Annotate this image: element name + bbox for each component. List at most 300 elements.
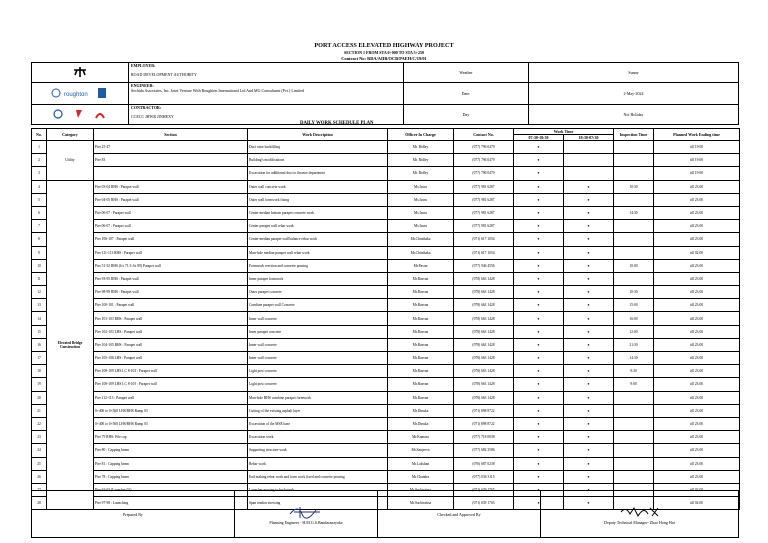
row-contact: (071) 639 1765 <box>454 497 514 510</box>
row-section: Pier 04-05 RHS : Parapet wall <box>94 193 248 206</box>
table-row <box>32 325 740 338</box>
row-section: Pier 112-113 : Parapet wall <box>94 391 248 404</box>
row-section: Pier 93-95 RHS : Parapet wall <box>94 272 248 285</box>
row-night-shift: ● <box>564 457 614 470</box>
svg-text:roughton: roughton <box>64 92 88 98</box>
row-description: Center median parapet wall balance rebar work <box>248 233 388 246</box>
row-officer: Mr.Rasvan <box>388 312 454 325</box>
row-night-shift: ● <box>564 444 614 457</box>
row-contact: (078) 663 1428 <box>454 365 514 378</box>
row-description: Center median bottom parapet concrete work <box>248 206 388 219</box>
row-officer: Mr.Dinuka <box>388 417 454 430</box>
row-contact: (078) 663 1428 <box>454 325 514 338</box>
row-officer: Mr.Rasvan <box>388 286 454 299</box>
row-officer: Mr.Dinuka <box>388 404 454 417</box>
row-section <box>94 167 248 180</box>
table-row <box>32 404 740 417</box>
row-night-shift: ● <box>564 417 614 430</box>
row-officer: Mr. Ridley <box>388 141 454 154</box>
row-description: Inner wall concrete <box>248 312 388 325</box>
row-description: Formwork erection and concrete pouring <box>248 259 388 272</box>
row-day-shift: ● <box>514 497 564 510</box>
row-section: Pier 100-101 : Parapet wall <box>94 299 248 312</box>
table-row <box>32 141 740 154</box>
row-night-shift: ● <box>564 483 614 496</box>
row-planned-end: till 19:00 <box>654 141 740 154</box>
row-planned-end: till 23:00 <box>654 206 740 219</box>
row-night-shift: ● <box>564 246 614 259</box>
row-day-shift: ● <box>514 180 564 193</box>
row-contact: (077) 682 3586 <box>454 444 514 457</box>
engineer-label: ENGINEER: <box>131 83 154 88</box>
table-row <box>32 457 740 470</box>
row-inspection <box>614 470 654 483</box>
row-description: Outer wall formwork fixing <box>248 193 388 206</box>
row-planned-end: till 23:00 <box>654 220 740 233</box>
row-night-shift: ● <box>564 325 614 338</box>
table-row <box>32 272 740 285</box>
partner-logos-icon <box>50 108 110 120</box>
row-description: End making rebar work and form work fixed and concrete pouring <box>248 470 388 483</box>
row-planned-end: till 23:00 <box>654 352 740 365</box>
client-logo-icon <box>73 66 87 78</box>
row-description: Span tendon stressing <box>248 497 388 510</box>
table-row <box>32 180 740 193</box>
project-subtitle: SECTION 1 FROM STA 0+000 TO STA 5+250 <box>344 50 424 55</box>
row-officer: Mr.Kamaru <box>388 431 454 444</box>
row-no: 21 <box>32 404 47 417</box>
row-officer: Mr.Rasvan <box>388 391 454 404</box>
row-day-shift: ● <box>514 338 564 351</box>
row-day-shift: ● <box>514 206 564 219</box>
row-description: Inner wall concrete <box>248 338 388 351</box>
row-officer: Mr.Lakshan <box>388 457 454 470</box>
row-inspection <box>614 431 654 444</box>
row-inspection <box>614 246 654 259</box>
row-no: 24 <box>32 444 47 457</box>
row-contact: (071) 639 1765 <box>454 483 514 496</box>
row-section: Pier 108-109 LHS LC 8-103 : Parapet wall <box>94 365 248 378</box>
row-inspection: 15:00 <box>614 299 654 312</box>
row-day-shift: ● <box>514 470 564 483</box>
table-row <box>32 167 740 180</box>
row-section: Pier 111-113 RHS : Parapet wall <box>94 246 248 259</box>
row-no: 5 <box>32 193 47 206</box>
engineer-cell <box>129 83 404 105</box>
row-inspection: 14:30 <box>614 352 654 365</box>
row-night-shift <box>564 154 614 167</box>
employer-value: ROAD DEVELOPMENT AUTHORITY <box>131 72 197 77</box>
row-day-shift: ● <box>514 233 564 246</box>
col-description: Work Description <box>248 129 388 141</box>
table-row <box>32 220 740 233</box>
row-description: Light post concrete <box>248 365 388 378</box>
row-officer: Mr.Rasvan <box>388 378 454 391</box>
col-time-night: 18:30-07:30 <box>564 135 614 141</box>
row-inspection <box>614 444 654 457</box>
row-inspection: 21:30 <box>614 338 654 351</box>
table-row <box>32 470 740 483</box>
row-no: 8 <box>32 233 47 246</box>
category-elevated-bridge: Elevated Bridge Construction <box>47 180 94 510</box>
row-contact: (071) 617 1054 <box>454 246 514 259</box>
row-contact: (077) 036 3115 <box>454 470 514 483</box>
weather-label: Weather <box>404 63 529 83</box>
row-planned-end: till 23:00 <box>654 180 740 193</box>
row-night-shift: ● <box>564 180 614 193</box>
row-officer: Mr.Rasvan <box>388 338 454 351</box>
row-no: 27 <box>32 483 47 496</box>
row-day-shift: ● <box>514 141 564 154</box>
row-description: Man-hole RHS combine parapet formwork <box>248 391 388 404</box>
row-officer: Mr. Ridley <box>388 167 454 180</box>
row-description: Light post concrete <box>248 378 388 391</box>
row-inspection: 10:00 <box>614 259 654 272</box>
row-section: Pier 06-07 : Parapet wall <box>94 220 248 233</box>
row-night-shift: ● <box>564 299 614 312</box>
row-inspection <box>614 457 654 470</box>
row-no: 19 <box>32 378 47 391</box>
row-night-shift: ● <box>564 233 614 246</box>
row-officer: Mr.Chandra <box>388 470 454 483</box>
row-no: 6 <box>32 206 47 219</box>
row-contact: (077) 796 0479 <box>454 167 514 180</box>
row-inspection <box>614 417 654 430</box>
row-planned-end: till 23:00 <box>654 338 740 351</box>
row-section: Pier 102-103 LHS : Parapet wall <box>94 325 248 338</box>
row-section: Pier 06-07 : Parapet wall <box>94 206 248 219</box>
row-night-shift: ● <box>564 272 614 285</box>
row-no: 1 <box>32 141 47 154</box>
row-day-shift: ● <box>514 404 564 417</box>
day-label: Day <box>404 105 529 125</box>
row-description: Outer wall concrete work <box>248 180 388 193</box>
row-description: Building's modifications <box>248 154 388 167</box>
row-planned-end: till 23:00 <box>654 299 740 312</box>
row-planned-end: till 02:00 <box>654 246 740 259</box>
row-description: Inner wall concrete <box>248 352 388 365</box>
row-section: Pier 80 : Capping beam <box>94 444 248 457</box>
consultant-logo-cell <box>32 83 129 105</box>
employer-cell <box>129 63 404 83</box>
day-value: Not Holiday <box>529 105 739 125</box>
row-section: Pier 79 RHS: Pile cap <box>94 431 248 444</box>
row-contact: (078) 663 1428 <box>454 391 514 404</box>
row-inspection: 9:00 <box>614 378 654 391</box>
row-description: Inner parapet concrete <box>248 325 388 338</box>
row-planned-end: till 23:00 <box>654 431 740 444</box>
row-contact: (078) 663 1428 <box>454 352 514 365</box>
table-row <box>32 286 740 299</box>
row-night-shift: ● <box>564 259 614 272</box>
row-description: Man-hole median parapet wall rebar work <box>248 246 388 259</box>
contractor-label: CONTRACTOR: <box>131 105 162 110</box>
row-night-shift: ● <box>564 220 614 233</box>
row-planned-end: till 23:00 <box>654 417 740 430</box>
row-contact: (077) 981 6287 <box>454 180 514 193</box>
row-planned-end: till 23:00 <box>654 233 740 246</box>
row-planned-end: till 23:00 <box>654 286 740 299</box>
table-row <box>32 378 740 391</box>
row-no: 10 <box>32 259 47 272</box>
row-no: 17 <box>32 352 47 365</box>
row-description: Excavation of the MSE base <box>248 417 388 430</box>
row-contact: (077) 718 0838 <box>454 431 514 444</box>
row-contact: (077) 796 0479 <box>454 141 514 154</box>
table-row <box>32 299 740 312</box>
row-inspection <box>614 272 654 285</box>
row-day-shift: ● <box>514 193 564 206</box>
row-planned-end: till 23:00 <box>654 378 740 391</box>
row-planned-end: till 23:00 <box>654 312 740 325</box>
row-officer: Mr.Pavan <box>388 259 454 272</box>
row-day-shift: ● <box>514 246 564 259</box>
checked-signature-icon <box>618 504 662 520</box>
row-section: Pier 51-52 RHS (Jct 71.5-Jct 89) Parapet wall <box>94 259 248 272</box>
row-section: Pier 03-04 RHS : Parapet wall <box>94 180 248 193</box>
row-section: 0+400 to 0+560 LHS/RHS Ramp 03 <box>94 417 248 430</box>
date-label: Date: <box>404 83 529 105</box>
row-inspection: 10:30 <box>614 286 654 299</box>
row-day-shift: ● <box>514 154 564 167</box>
row-officer: Ms.Isuru <box>388 180 454 193</box>
row-no: 9 <box>32 246 47 259</box>
col-planned-end: Planned Work Ending time <box>654 129 740 141</box>
row-description: Supporting structure work <box>248 444 388 457</box>
row-officer: Ms.Isuru <box>388 206 454 219</box>
col-section: Section <box>94 129 248 141</box>
row-contact: (077) 981 6287 <box>454 220 514 233</box>
row-contact: (077) 796 0479 <box>454 154 514 167</box>
checked-label: Checked and Approved By <box>378 491 541 538</box>
row-night-shift: ● <box>564 352 614 365</box>
table-row <box>32 417 740 430</box>
row-officer: Mr.Sanjeeva <box>388 444 454 457</box>
col-time-day: 07:30-18:30 <box>514 135 564 141</box>
row-no: 4 <box>32 180 47 193</box>
project-title: PORT ACCESS ELEVATED HIGHWAY PROJECT <box>314 42 454 49</box>
row-inspection <box>614 193 654 206</box>
row-description: Inner parapet formwork <box>248 272 388 285</box>
row-section: Pier 105-106 LHS : Parapet wall <box>94 352 248 365</box>
row-section: Pier 108-109 LHS LC 8-105 : Parapet wall <box>94 378 248 391</box>
row-officer: Mr.Chinthaka <box>388 246 454 259</box>
table-row <box>32 365 740 378</box>
row-night-shift: ● <box>564 470 614 483</box>
row-no: 7 <box>32 220 47 233</box>
row-day-shift: ● <box>514 220 564 233</box>
row-day-shift: ● <box>514 378 564 391</box>
row-night-shift: ● <box>564 312 614 325</box>
row-planned-end: till 02:00 <box>654 483 740 496</box>
row-no: 12 <box>32 286 47 299</box>
row-contact: (078) 663 1428 <box>454 312 514 325</box>
row-section: Pier 81 : Capping beam <box>94 457 248 470</box>
col-contact: Contact No. <box>454 129 514 141</box>
category-utility: Utility <box>47 141 94 181</box>
col-no: No. <box>32 129 47 141</box>
engineer-value: Sechida Associates, Inc. Joint Venture With Roughton International Ltd And MG Consultants (Pvt.) Limited <box>131 88 305 93</box>
row-planned-end: till 23:00 <box>654 470 740 483</box>
row-contact: (077) 981 6287 <box>454 206 514 219</box>
row-officer: Mr.Sachintissa <box>388 483 454 496</box>
plan-title: DAILY WORK SCHEDULE PLAN <box>300 121 374 126</box>
row-contact: (071) 898 8722 <box>454 404 514 417</box>
row-inspection: 10:30 <box>614 180 654 193</box>
row-night-shift: ● <box>564 206 614 219</box>
table-row <box>32 154 740 167</box>
row-officer: Ms.Isuru <box>388 220 454 233</box>
row-no: 3 <box>32 167 47 180</box>
row-section: Pier 83 <box>94 154 248 167</box>
table-row <box>32 352 740 365</box>
consultant-logo-icon <box>50 87 110 99</box>
row-planned-end: till 02:00 <box>654 497 740 510</box>
row-day-shift: ● <box>514 259 564 272</box>
row-description: Center parapet wall rebar work <box>248 220 388 233</box>
col-inspection: Inspection Time <box>614 129 654 141</box>
row-contact: (077) 981 6287 <box>454 193 514 206</box>
row-day-shift: ● <box>514 312 564 325</box>
row-day-shift: ● <box>514 365 564 378</box>
col-officer: Officer In Charge <box>388 129 454 141</box>
date-value: 2-May-2024 <box>529 83 739 105</box>
row-no: 13 <box>32 299 47 312</box>
row-day-shift: ● <box>514 272 564 285</box>
row-planned-end: till 23:00 <box>654 259 740 272</box>
row-section: Pier 25-27 <box>94 141 248 154</box>
col-category: Category <box>47 129 94 141</box>
row-inspection <box>614 220 654 233</box>
table-row <box>32 431 740 444</box>
prepared-signature-icon <box>286 504 326 520</box>
row-inspection: 16:00 <box>614 312 654 325</box>
client-logo-cell <box>32 63 129 83</box>
prepared-label: Prepared By <box>32 491 235 538</box>
row-contact: (078) 663 1428 <box>454 299 514 312</box>
row-day-shift: ● <box>514 457 564 470</box>
row-officer: Mr.Rasvan <box>388 272 454 285</box>
row-day-shift: ● <box>514 167 564 180</box>
row-no: 15 <box>32 325 47 338</box>
prepared-name: Planning Engineer - H.M.G.S.Bandaranayake <box>269 519 343 525</box>
row-planned-end: till 23:00 <box>654 404 740 417</box>
row-section: Pier 106-107 : Parapet wall <box>94 233 248 246</box>
row-night-shift: ● <box>564 338 614 351</box>
row-inspection <box>614 391 654 404</box>
row-no: 16 <box>32 338 47 351</box>
table-row <box>32 391 740 404</box>
row-officer: Ms.Isuru <box>388 193 454 206</box>
table-row <box>32 246 740 259</box>
signature-table <box>31 490 739 538</box>
row-description: Excavation work <box>248 431 388 444</box>
row-day-shift: ● <box>514 325 564 338</box>
row-inspection <box>614 404 654 417</box>
employer-label: EMPLOYER: <box>131 63 156 68</box>
row-description: Outer parapet concrete <box>248 286 388 299</box>
row-section: Pier 97-98 : Launching <box>94 497 248 510</box>
row-officer: Mr.Sachintissa <box>388 497 454 510</box>
row-day-shift: ● <box>514 483 564 496</box>
row-planned-end: till 19:00 <box>654 154 740 167</box>
table-row <box>32 259 740 272</box>
row-officer: Mr.Rasvan <box>388 365 454 378</box>
schedule-table <box>31 128 740 510</box>
row-planned-end: till 19:00 <box>654 167 740 180</box>
row-night-shift: ● <box>564 431 614 444</box>
row-section: Pier 101-103 RHS : Parapet wall <box>94 312 248 325</box>
row-inspection: 14:30 <box>614 206 654 219</box>
row-no: 2 <box>32 154 47 167</box>
row-inspection: 9:30 <box>614 365 654 378</box>
row-section: Pier 98-99 RHS : Parapet wall <box>94 286 248 299</box>
row-night-shift: ● <box>564 497 614 510</box>
row-day-shift: ● <box>514 444 564 457</box>
row-day-shift: ● <box>514 299 564 312</box>
weather-value: Sunny <box>529 63 739 83</box>
row-day-shift: ● <box>514 417 564 430</box>
row-day-shift: ● <box>514 352 564 365</box>
checked-sign-cell <box>541 491 739 538</box>
row-night-shift <box>564 141 614 154</box>
prepared-sign-cell <box>235 491 378 538</box>
row-description: Duct raise backfilling <box>248 141 388 154</box>
row-section: Pier 104-105 RHS : Parapet wall <box>94 338 248 351</box>
row-no: 23 <box>32 431 47 444</box>
row-officer: Mr.Rasvan <box>388 325 454 338</box>
col-work-time: Work Time <box>514 129 614 135</box>
row-night-shift <box>564 167 614 180</box>
row-description: Combine parapet wall Concrete <box>248 299 388 312</box>
partner-logos-cell <box>32 105 129 125</box>
row-no: 20 <box>32 391 47 404</box>
row-officer: Mr.Rasvan <box>388 299 454 312</box>
row-night-shift: ● <box>564 391 614 404</box>
row-description: Excavation for additional duct to finance department <box>248 167 388 180</box>
row-officer: Mr.Rasvan <box>388 352 454 365</box>
row-description: Cutting of the existing asphalt layer <box>248 404 388 417</box>
row-inspection <box>614 141 654 154</box>
row-day-shift: ● <box>514 431 564 444</box>
row-planned-end: till 23:00 <box>654 444 740 457</box>
row-planned-end: till 23:00 <box>654 457 740 470</box>
row-officer: Mr. Ridley <box>388 154 454 167</box>
table-row <box>32 193 740 206</box>
row-officer: Mr.Chinthaka <box>388 233 454 246</box>
row-night-shift: ● <box>564 193 614 206</box>
row-contact: (071) 898 8722 <box>454 417 514 430</box>
row-no: 11 <box>32 272 47 285</box>
row-contact: (078) 663 1428 <box>454 272 514 285</box>
header-table <box>31 62 739 125</box>
row-section: Pier 62-63 (Launcher 01) <box>94 483 248 496</box>
table-row <box>32 338 740 351</box>
table-row <box>32 444 740 457</box>
row-inspection <box>614 233 654 246</box>
table-row <box>32 233 740 246</box>
row-night-shift: ● <box>564 404 614 417</box>
row-planned-end: till 23:00 <box>654 391 740 404</box>
row-description: Launcher moving to backwards <box>248 483 388 496</box>
row-inspection <box>614 154 654 167</box>
row-section: 0+400 to 0+560 LHS/RHS Ramp 03 <box>94 404 248 417</box>
row-planned-end: till 23:00 <box>654 272 740 285</box>
row-contact: (076) 687 0238 <box>454 457 514 470</box>
row-planned-end: till 23:00 <box>654 325 740 338</box>
row-contact: (071) 617 1054 <box>454 233 514 246</box>
row-no: 14 <box>32 312 47 325</box>
